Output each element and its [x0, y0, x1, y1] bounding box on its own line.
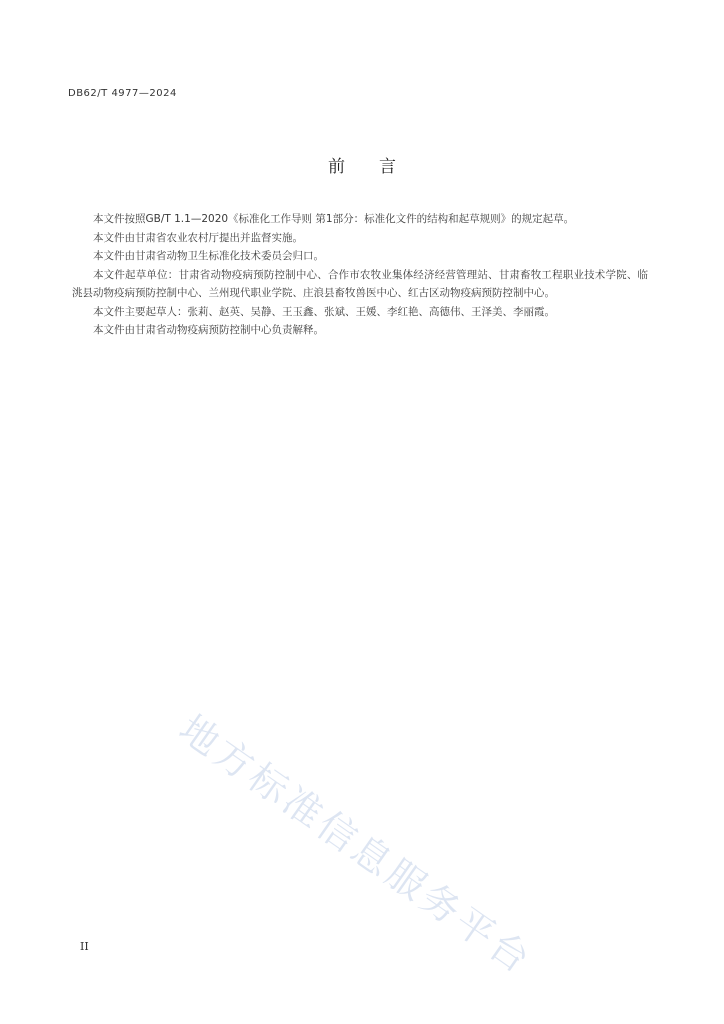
page-number: II: [80, 940, 89, 953]
paragraph-committee: 本文件由甘肃省动物卫生标准化技术委员会归口。: [93, 250, 324, 262]
paragraph-drafting-units: 本文件起草单位：甘肃省动物疫病预防控制中心、合作市农牧业集体经济经营管理站、甘肃畜牧工程职业技术学院、临洮县动物疫病预防控制中心、兰州现代职业学院、庄浪县畜牧兽医中心、红古区动物疫病预防控制中心。: [72, 268, 648, 299]
watermark: 地方标准信息服务平台: [171, 706, 541, 984]
foreword-body: [72, 210, 648, 340]
paragraph-proposer: 本文件由甘肃省农业农村厅提出并监督实施。: [93, 231, 303, 244]
paragraph-drafters: 本文件主要起草人：张莉、赵英、吴静、王玉鑫、张斌、王媛、李红艳、高德伟、王泽美、李丽霞。: [93, 305, 555, 318]
page-title: 前言: [328, 157, 430, 177]
paragraph-drafting-rules: 本文件按照GB/T 1.1—2020《标准化工作导则 第1部分：标准化文件的结构和起草规则》的规定起草。: [93, 213, 575, 225]
document-code: DB62/T 4977—2024: [68, 88, 177, 99]
paragraph-interpretation: 本文件由甘肃省动物疫病预防控制中心负责解释。: [93, 324, 324, 336]
